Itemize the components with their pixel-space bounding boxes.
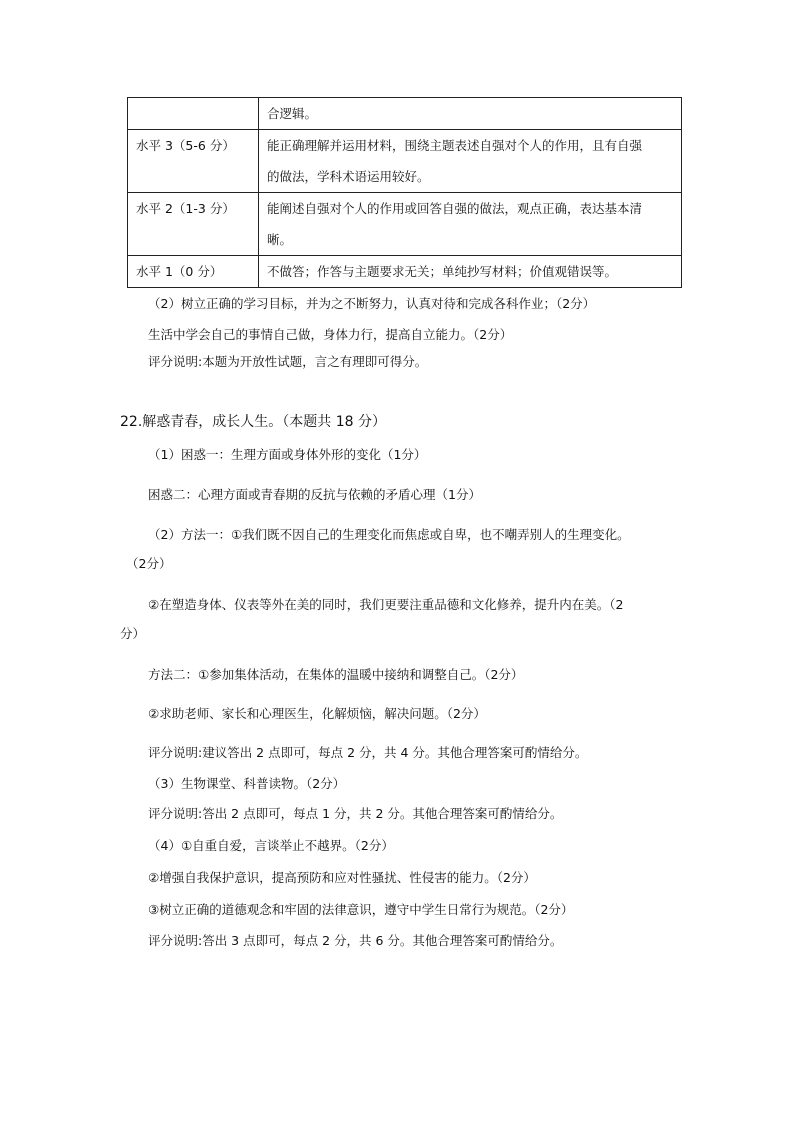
description-line: 的做法，学科术语运用较好。 (267, 169, 430, 184)
level-cell: 水平 1（0 分） (128, 256, 259, 288)
q22-part4-point1: （4）①自重自爱，言谈举止不越界。（2分） (148, 838, 394, 853)
table-row (128, 256, 682, 288)
description-line: 能正确理解并运用材料，围绕主题表述自强对个人的作用，且有自强 (267, 138, 643, 153)
description-line: 不做答；作答与主题要求无关；单纯抄写材料；价值观错误等。 (267, 264, 618, 279)
table-row (128, 98, 682, 130)
q22-part2-method2-point1: 方法二：①参加集体活动，在集体的温暖中接纳和调整自己。（2分） (148, 667, 524, 682)
table-row (128, 193, 682, 256)
level-cell: 水平 3（5-6 分） (128, 130, 259, 193)
table-row (128, 130, 682, 193)
q22-part2-scoring-note: 评分说明:建议答出 2 点即可，每点 2 分，共 4 分。其他合理答案可酌情给分。 (148, 745, 588, 760)
description-cell (259, 193, 682, 256)
q22-part2-method1-point2: ②在塑造身体、仪表等外在美的同时，我们更要注重品德和文化修养，提升内在美。（2 (148, 597, 624, 612)
q22-part4-point2: ②增强自我保护意识，提高预防和应对性骚扰、性侵害的能力。（2分） (148, 870, 536, 885)
scoring-rubric-table (127, 97, 682, 288)
level-cell: 水平 2（1-3 分） (128, 193, 259, 256)
q22-part3-scoring-note: 评分说明:答出 2 点即可，每点 1 分，共 2 分。其他合理答案可酌情给分。 (148, 806, 563, 821)
q21-scoring-note: 评分说明:本题为开放性试题，言之有理即可得分。 (148, 354, 428, 369)
level-cell (128, 98, 259, 130)
description-cell (259, 256, 682, 288)
q22-heading: 22.解惑青春，成长人生。（本题共 18 分） (120, 414, 386, 430)
description-cell (259, 130, 682, 193)
q21-part2-line2: 生活中学会自己的事情自己做，身体力行，提高自立能力。（2分） (148, 327, 513, 342)
q22-part1-confusion-1: （1）困惑一：生理方面或身体外形的变化（1分） (148, 447, 427, 462)
description-line: 能阐述自强对个人的作用或回答自强的做法，观点正确，表达基本清 (267, 201, 643, 216)
q22-part2-method1-point2-score: 分） (120, 626, 146, 641)
q22-part4-scoring-note: 评分说明:答出 3 点即可，每点 2 分，共 6 分。其他合理答案可酌情给分。 (148, 933, 563, 948)
description-line: 晰。 (267, 232, 293, 247)
q22-part4-point3: ③树立正确的道德观念和牢固的法律意识，遵守中学生日常行为规范。（2分） (148, 902, 574, 917)
q22-part3-answer: （3）生物课堂、科普读物。（2分） (148, 776, 346, 791)
q22-part2-method1-point1-score: （2分） (126, 556, 172, 571)
q21-part2-line1: （2）树立正确的学习目标，并为之不断努力，认真对待和完成各科作业；（2分） (148, 296, 596, 311)
description-line: 合逻辑。 (267, 106, 318, 121)
q22-part1-confusion-2: 困惑二：心理方面或青春期的反抗与依赖的矛盾心理（1分） (148, 487, 481, 502)
q22-part2-method2-point2: ②求助老师、家长和心理医生，化解烦恼，解决问题。（2分） (148, 706, 486, 721)
q22-part2-method1-point1: （2）方法一：①我们既不因自己的生理变化而焦虑或自卑，也不嘲弄别人的生理变化。 (148, 527, 630, 542)
description-cell (259, 98, 682, 130)
